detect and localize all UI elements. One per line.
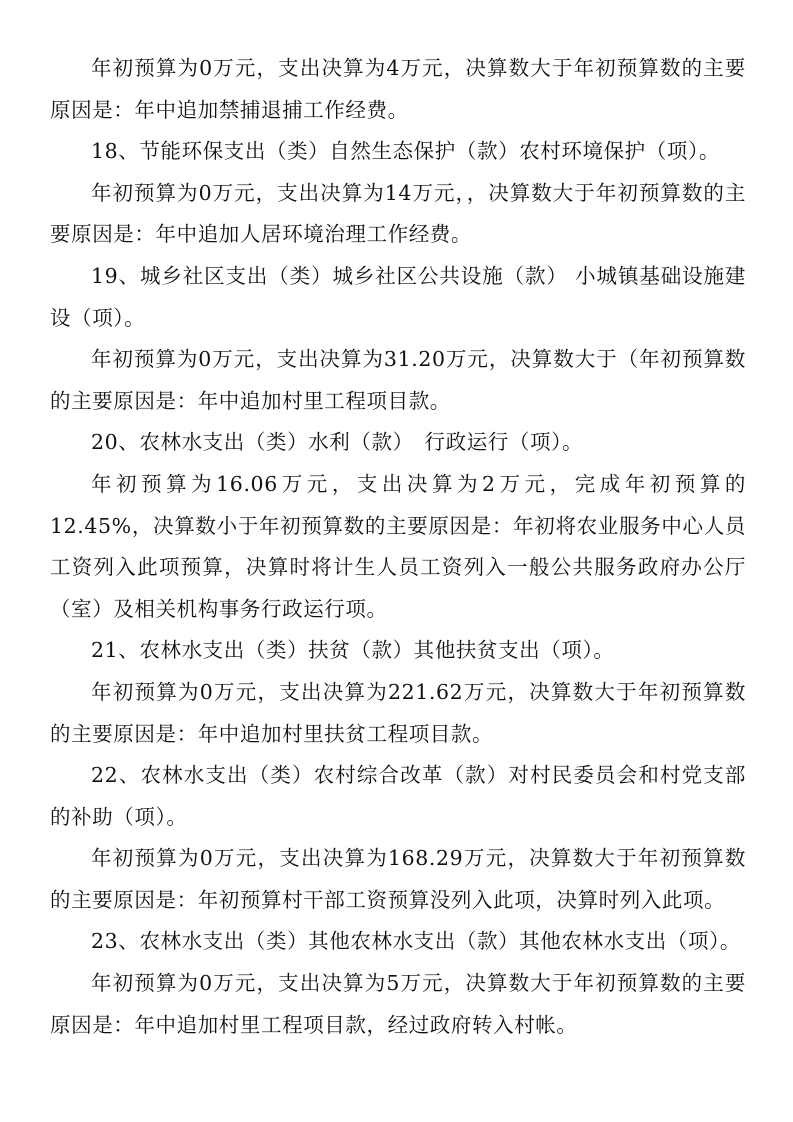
document-page bbox=[50, 48, 746, 1046]
paragraph-item-17-explanation: 年初预算为0万元，支出决算为4万元，决算数大于年初预算数的主要原因是：年中追加禁捕退捕工作经费。 bbox=[50, 56, 746, 122]
paragraph-item-19-heading: 19、城乡社区支出（类）城乡社区公共设施（款） 小城镇基础设施建设（项）。 bbox=[50, 263, 746, 330]
paragraph-item-18-explanation: 年初预算为0万元，支出决算为14万元，，决算数大于年初预算数的主要原因是：年中追加人居环境治理工作经费。 bbox=[50, 180, 746, 247]
paragraph-item-21-heading: 21、农林水支出（类）扶贫（款）其他扶贫支出（项）。 bbox=[91, 638, 615, 663]
paragraph-item-21-explanation: 年初预算为0万元，支出决算为221.62万元，决算数大于年初预算数的主要原因是：年中追加村里扶贫工程项目款。 bbox=[50, 679, 746, 746]
paragraph-item-22-heading: 22、农林水支出（类）农村综合改革（款）对村民委员会和村党支部的补助（项）。 bbox=[50, 763, 746, 829]
paragraph-item-23-explanation: 年初预算为0万元，支出决算为5万元，决算数大于年初预算数的主要原因是：年中追加村里工程项目款，经过政府转入村帐。 bbox=[50, 971, 746, 1037]
paragraph-item-23-heading: 23、农林水支出（类）其他农林水支出（款）其他农林水支出（项）。 bbox=[91, 929, 742, 954]
paragraph-item-20-heading: 20、农林水支出（类）水利（款） 行政运行（项）。 bbox=[91, 430, 584, 455]
paragraph-item-19-explanation: 年初预算为0万元，支出决算为31.20万元，决算数大于（年初预算数的主要原因是：年中追加村里工程项目款。 bbox=[50, 347, 746, 413]
paragraph-item-18-heading: 18、节能环保支出（类）自然生态保护（款）农村环境保护（项）。 bbox=[91, 139, 720, 164]
paragraph-item-20-explanation: 年初预算为16.06万元，支出决算为2万元，完成年初预算的12.45%，决算数小于年初预算数的主要原因是：年初将农业服务中心人员工资列入此项预算，决算时将计生人员工资列入一般公共服务政府办公厅（室）及相关机构事务行政运行项。 bbox=[50, 471, 746, 621]
paragraph-item-22-explanation: 年初预算为0万元，支出决算为168.29万元，决算数大于年初预算数的主要原因是：年初预算村干部工资预算没列入此项，决算时列入此项。 bbox=[50, 846, 746, 912]
